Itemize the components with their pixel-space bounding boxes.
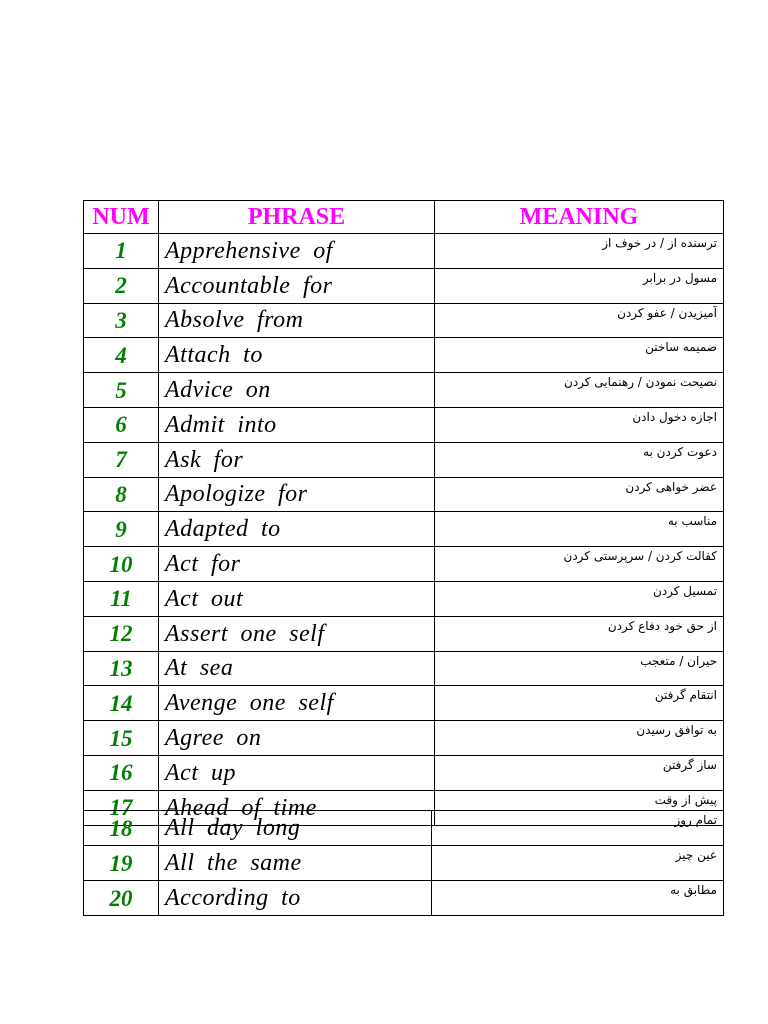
row-meaning: حیران / متعجب — [435, 651, 724, 686]
table-row — [84, 846, 724, 881]
row-meaning: آمیزیدن / عفو کردن — [435, 303, 724, 338]
vocabulary-table — [83, 200, 724, 826]
row-number: 11 — [84, 581, 159, 616]
row-phrase: Absolve from — [159, 303, 435, 338]
table-row — [84, 686, 724, 721]
row-number: 5 — [84, 373, 159, 408]
row-meaning: انتقام گرفتن — [435, 686, 724, 721]
vocabulary-table-continued — [83, 810, 724, 916]
table-row — [84, 338, 724, 373]
row-phrase: Act for — [159, 547, 435, 582]
table-row — [84, 303, 724, 338]
table-row — [84, 616, 724, 651]
table-row — [84, 477, 724, 512]
table-row — [84, 373, 724, 408]
row-number: 18 — [84, 811, 159, 846]
row-phrase: All the same — [159, 846, 432, 881]
table-row — [84, 407, 724, 442]
row-number: 17 — [84, 790, 159, 825]
row-phrase: Agree on — [159, 721, 435, 756]
row-phrase: Admit into — [159, 407, 435, 442]
row-meaning: ساز گرفتن — [435, 755, 724, 790]
row-meaning: به توافق رسیدن — [435, 721, 724, 756]
row-number: 10 — [84, 547, 159, 582]
row-number: 12 — [84, 616, 159, 651]
table-row — [84, 268, 724, 303]
table-row — [84, 581, 724, 616]
row-number: 1 — [84, 234, 159, 269]
row-phrase: Act out — [159, 581, 435, 616]
row-number: 3 — [84, 303, 159, 338]
table-row — [84, 721, 724, 756]
table-row — [84, 442, 724, 477]
row-meaning: از حق خود دفاع کردن — [435, 616, 724, 651]
row-number: 15 — [84, 721, 159, 756]
row-meaning: پیش از وقت — [435, 790, 724, 825]
row-phrase: Avenge one self — [159, 686, 435, 721]
row-number: 16 — [84, 755, 159, 790]
row-phrase: Ahead of time — [159, 790, 435, 825]
row-meaning: اجازه دخول دادن — [435, 407, 724, 442]
row-phrase: Ask for — [159, 442, 435, 477]
row-meaning: ضمیمه ساختن — [435, 338, 724, 373]
table-row — [84, 547, 724, 582]
row-meaning: عضر خواهی کردن — [435, 477, 724, 512]
row-phrase: Accountable for — [159, 268, 435, 303]
row-phrase: According to — [159, 881, 432, 916]
table-row — [84, 881, 724, 916]
table-row — [84, 811, 724, 846]
row-phrase: Adapted to — [159, 512, 435, 547]
row-number: 6 — [84, 407, 159, 442]
row-phrase: Attach to — [159, 338, 435, 373]
phrase-column-header: PHRASE — [159, 201, 435, 234]
row-meaning: مطابق به — [432, 881, 724, 916]
table-header-row — [84, 201, 724, 234]
row-meaning: تمام روز — [432, 811, 724, 846]
row-phrase: At sea — [159, 651, 435, 686]
row-meaning: نصیحت نمودن / رهنمایی کردن — [435, 373, 724, 408]
row-number: 7 — [84, 442, 159, 477]
meaning-column-header: MEANING — [435, 201, 724, 234]
row-number: 13 — [84, 651, 159, 686]
num-column-header: NUM — [84, 201, 159, 234]
row-phrase: Advice on — [159, 373, 435, 408]
table-row — [84, 651, 724, 686]
table-row — [84, 234, 724, 269]
row-meaning: کفالت کردن / سرپرستی کردن — [435, 547, 724, 582]
row-meaning: دعوت کردن به — [435, 442, 724, 477]
row-phrase: Assert one self — [159, 616, 435, 651]
row-meaning: عین چیز — [432, 846, 724, 881]
row-phrase: Act up — [159, 755, 435, 790]
row-meaning: تمسیل کردن — [435, 581, 724, 616]
table-row — [84, 512, 724, 547]
row-meaning: مناسب به — [435, 512, 724, 547]
row-number: 4 — [84, 338, 159, 373]
row-phrase: Apprehensive of — [159, 234, 435, 269]
row-number: 9 — [84, 512, 159, 547]
row-meaning: ترسنده از / در خوف از — [435, 234, 724, 269]
row-number: 19 — [84, 846, 159, 881]
row-number: 2 — [84, 268, 159, 303]
row-meaning: مسول در برابر — [435, 268, 724, 303]
table-row — [84, 755, 724, 790]
row-number: 14 — [84, 686, 159, 721]
row-number: 8 — [84, 477, 159, 512]
row-number: 20 — [84, 881, 159, 916]
row-phrase: All day long — [159, 811, 432, 846]
row-phrase: Apologize for — [159, 477, 435, 512]
